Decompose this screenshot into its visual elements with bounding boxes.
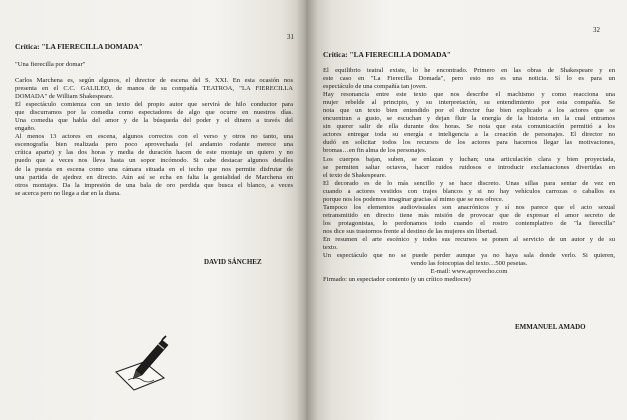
page-number: 31: [287, 33, 294, 41]
text-line: engaño.: [15, 125, 36, 133]
book-gutter-shadow: [296, 0, 318, 420]
text-line: Los cuerpos bajan, suben, se enlazan y luchan; una articulación clara y bien proyectada,: [323, 155, 615, 163]
left-page: [0, 0, 306, 420]
author-signature: EMMANUEL AMADO: [515, 323, 586, 331]
text-line: texto.: [323, 244, 338, 252]
author-signature: DAVID SÁNCHEZ: [204, 258, 262, 266]
text-line: El decorado es de lo más sencillo y se hace discreto. Unas sillas para sentar de vez en: [323, 179, 615, 187]
text-line: los protagonistas, lo perdonamos todo cuando el rostro contemplativo de "la fierecilla": [323, 219, 615, 227]
review-subtitle: "Una fierecilla por domar": [15, 61, 86, 68]
right-page: [306, 0, 627, 420]
review-body: [15, 77, 293, 198]
text-line: el texto de Shakespeare.: [323, 171, 387, 179]
review-heading: Crítica: "LA FIERECILLA DOMADA": [323, 50, 451, 59]
pen-and-paper-icon: [106, 328, 176, 398]
text-line: El equilibrio teatral existe, lo he encontrado. Primero en las obras de Shakespeare y en: [323, 67, 615, 74]
signature-line: Firmado: un espectador contento (y un crítico mediocre): [323, 276, 471, 284]
text-line: presenta en el C.C. GALILEO, de manos de su compañía TEATROA, "LA FIERECILLA: [15, 85, 293, 93]
text-line: vendo las fotocopias del texto…500 pesetas.: [410, 260, 528, 268]
text-line: dudó en solicitar todos los recursos de los actores para hacernos llegar las motivaciones,: [323, 139, 615, 147]
page-number: 32: [593, 26, 600, 34]
text-line: El espectáculo comienza con un texto del propio autor que servirá de hilo conductor para: [15, 101, 293, 109]
text-line: retransmitido en directo tiene más misión de provocar que de expresar el amor secreto de: [323, 211, 615, 219]
text-line: actores entregar toda su energía e inteligencia a la creación de personajes. El director no: [323, 131, 615, 139]
text-line: se permiten saltar octavos, hacer ruidos ruidosos e introducir exclamaciones divertidas en: [323, 163, 615, 171]
review-heading: Crítica: "LA FIERECILLA DOMADA": [15, 42, 143, 51]
text-line: nos dice sus trastornos frente al destino de las mujeres sin libertad.: [323, 227, 498, 235]
text-line: Carlos Marchena es, según algunos, el director de escena del S. XXI. En esta ocasión nos: [15, 77, 293, 84]
text-line: Un espectáculo que no se puede perder aunque ya no haya sala donde verlo. Si quieren,: [323, 252, 615, 260]
text-line: otros montajes. Da la impresión de una bala de oro perdida que busca el blanco, a veces: [15, 181, 293, 189]
text-line: espectáculo de una compañía tan joven.: [323, 83, 427, 91]
text-line: nota que un texto bien entendido por el director fue bien explicado a los actores que se: [323, 107, 615, 115]
text-line: porque nos los podemos imaginar gracias al mimo que se nos ofrece.: [323, 195, 504, 203]
text-line: Al menos 13 actores en escena, algunos correctos con el verso y otros no tanto, una: [15, 133, 293, 141]
text-line: se acerca pero no llega a dar en la diana.: [15, 189, 121, 197]
text-line: cuando a actores vestidos con trajes blancos y si no hay vehículos carrozas o caballos es: [323, 187, 615, 195]
text-line: En resumen el arte escénico y todos sus recursos se ponen al servicio de un autor y de su: [323, 235, 615, 243]
text-line: de la puesta en escena como una cámara situada en el techo que nos permite disfrutar de: [15, 165, 293, 173]
text-line: sin querer salir de ella durante dos horas. Se nota que esta comunicación permitió a los: [323, 123, 615, 131]
text-line: este caso en "La Fierecilla Domada", pero esto no es una noticia. Sí lo es para un: [323, 75, 615, 83]
text-line: encuentran a gusto, se escuchan y dejan fluir la energía de la historia en la cual entramos: [323, 115, 615, 123]
text-line: crítica aparte) y las dos horas y media de duración hacen de este montaje un quiero y no: [15, 149, 293, 157]
text-line: que discurramos por la comedia como espectadores de algo que ocurre en nuestros días.: [15, 109, 293, 117]
text-line: DOMADA" de William Shakespeare.: [15, 93, 114, 101]
text-line: una partida de ajedrez en directo. Aún así se echa en falta la genialidad de Marchena en: [15, 173, 293, 181]
text-line: Una comedia que habla del amor y de la búsqueda del poder y el dinero a través del: [15, 117, 293, 125]
text-line: Hay resonancia entre este texto que nos describe el machismo y como reacciona una: [323, 91, 615, 99]
email-line: E-mail: www.aprovecho.com: [430, 268, 508, 276]
text-line: bromas…en fin alma de los personajes.: [323, 147, 427, 155]
text-line: puedo que a veces nos lleva hasta un sopor incómodo. Si cabe destacar algunos detalles: [15, 157, 293, 165]
text-line: mujer rebelde al principio, y su interpretación, su entendimiento por esta compañía. Se: [323, 99, 615, 107]
review-body: [323, 67, 615, 284]
text-line: escenografía bien realizada pero poco aprovechada (el andamio rodante merece una: [15, 141, 293, 149]
text-line: Tampoco los elementos audiovisuales son anacrónicos y sí nos parece que el acto sexual: [323, 203, 615, 211]
